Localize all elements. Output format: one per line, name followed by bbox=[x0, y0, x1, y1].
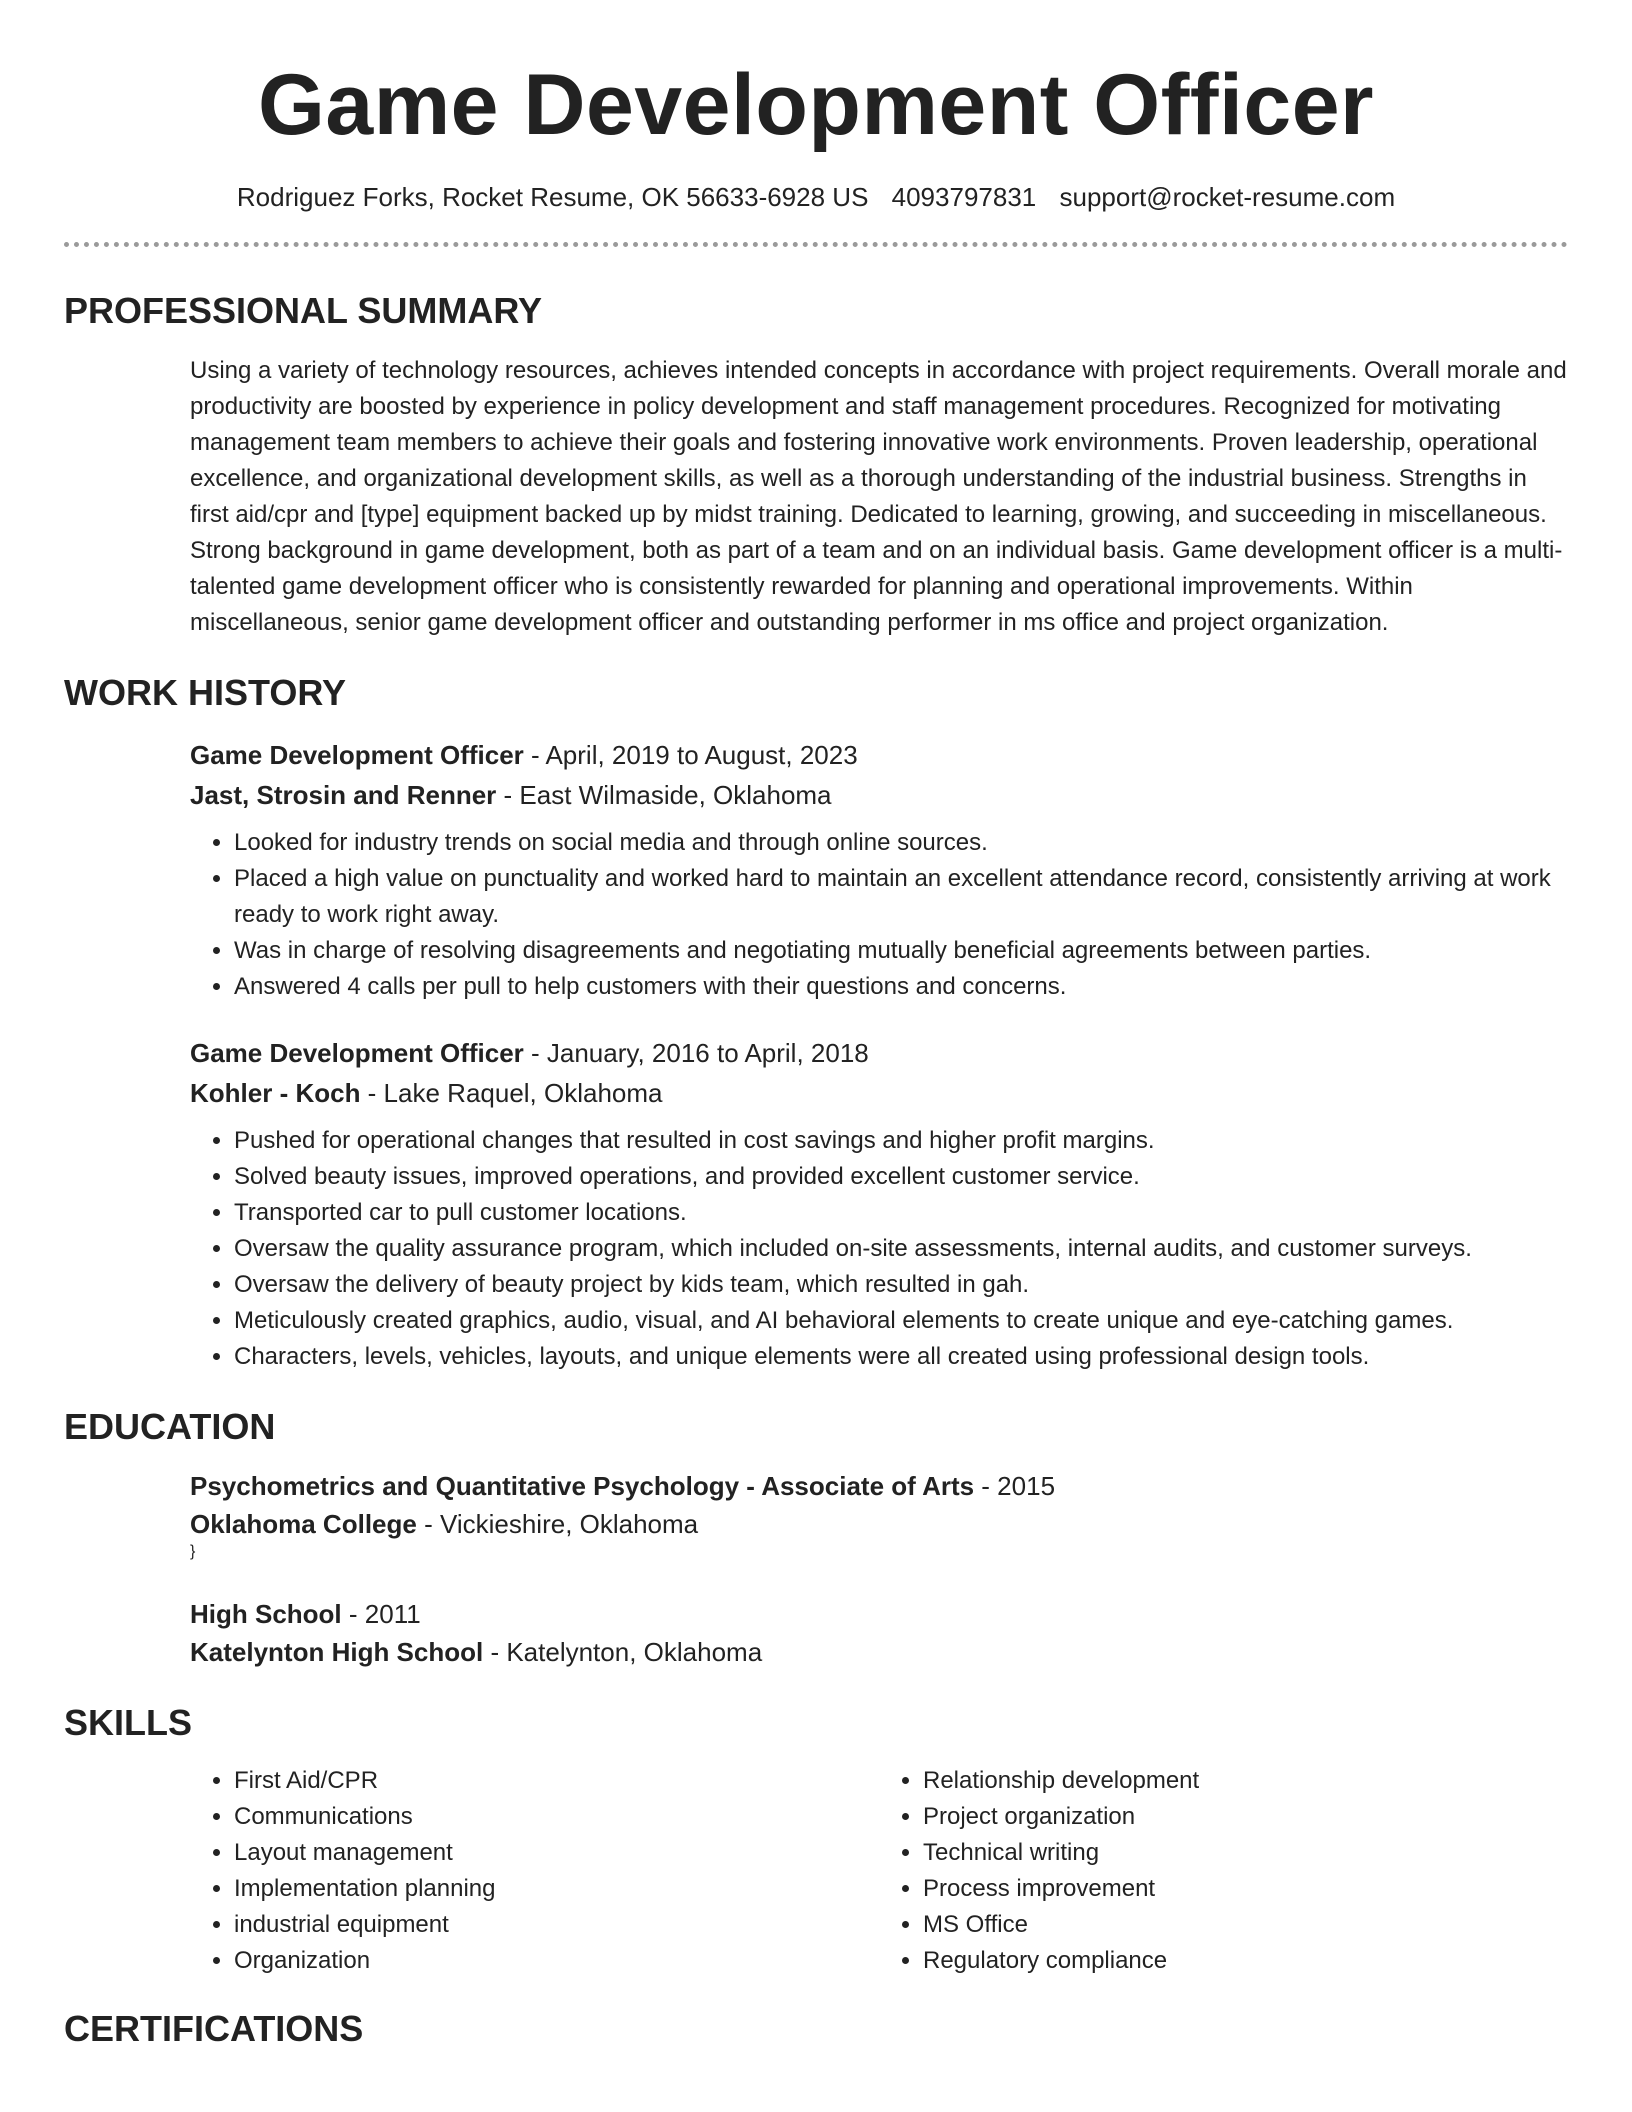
list-item: • Oversaw the delivery of beauty project by kids team, which resulted in gah. bbox=[234, 1267, 1568, 1303]
list-item: • Transported car to pull customer locations. bbox=[234, 1195, 1568, 1231]
list-item: • Looked for industry trends on social media and through online sources. bbox=[234, 825, 1568, 861]
skills-heading: SKILLS bbox=[64, 1702, 193, 1743]
contact-email: support@rocket-resume.com bbox=[1059, 182, 1396, 212]
job-entry bbox=[190, 735, 1568, 1005]
education-entry: Psychometrics and Quantitative Psychology - Associate of Arts - 2015 Oklahoma College - Vickieshire, Oklahoma } bbox=[190, 1467, 1568, 1561]
education-section bbox=[190, 1467, 1568, 1671]
list-item: • industrial equipment bbox=[234, 1907, 879, 1943]
contact-line bbox=[64, 182, 1568, 212]
work-history-section bbox=[190, 735, 1568, 1375]
education-heading: EDUCATION bbox=[64, 1406, 276, 1447]
list-item: • Was in charge of resolving disagreements and negotiating mutually beneficial agreements between parties. bbox=[234, 933, 1568, 969]
education-degree-line bbox=[190, 1467, 1568, 1505]
education-school-line bbox=[190, 1505, 1568, 1543]
job-dates: - April, 2019 to August, 2023 bbox=[523, 740, 858, 770]
list-item: • Placed a high value on punctuality and worked hard to maintain an excellent attendance record, consistently arriving at work ready to work right away. bbox=[234, 861, 1568, 933]
education-location: - Katelynton, Oklahoma bbox=[483, 1637, 763, 1667]
resume-name: Game Development Officer bbox=[257, 57, 1375, 153]
work-history-heading: WORK HISTORY bbox=[64, 672, 347, 713]
education-degree: High School bbox=[190, 1599, 342, 1629]
job-company: Jast, Strosin and Renner bbox=[190, 780, 497, 810]
job-entry bbox=[190, 1033, 1568, 1375]
list-item: • MS Office bbox=[923, 1907, 1568, 1943]
list-item: • Answered 4 calls per pull to help customers with their questions and concerns. bbox=[234, 969, 1568, 1005]
job-company: Kohler - Koch bbox=[190, 1078, 361, 1108]
job-role: Game Development Officer bbox=[190, 740, 524, 770]
education-degree-line bbox=[190, 1595, 1568, 1633]
list-item: • Layout management bbox=[234, 1835, 879, 1871]
list-item: • Organization bbox=[234, 1943, 879, 1979]
list-item: • Characters, levels, vehicles, layouts, and unique elements were all created using professional design tools. bbox=[234, 1339, 1568, 1375]
education-degree: Psychometrics and Quantitative Psychology - Associate of Arts bbox=[190, 1471, 975, 1501]
header-divider bbox=[64, 242, 1568, 247]
skills-list-left bbox=[190, 1763, 879, 1979]
skills-list-right bbox=[879, 1763, 1568, 1979]
summary-heading: PROFESSIONAL SUMMARY bbox=[64, 290, 543, 331]
contact-address: Rodriguez Forks, Rocket Resume, OK 56633-6928 US bbox=[236, 182, 869, 212]
list-item: • First Aid/CPR bbox=[234, 1763, 879, 1799]
education-school: Oklahoma College bbox=[190, 1509, 417, 1539]
job-bullets bbox=[190, 1123, 1568, 1375]
education-year: - 2015 bbox=[974, 1471, 1056, 1501]
job-title-line bbox=[190, 735, 1568, 775]
list-item: • Meticulously created graphics, audio, visual, and AI behavioral elements to create unique and eye-catching games. bbox=[234, 1303, 1568, 1339]
list-item: • Pushed for operational changes that resulted in cost savings and higher profit margins. bbox=[234, 1123, 1568, 1159]
job-location: - Lake Raquel, Oklahoma bbox=[360, 1078, 663, 1108]
list-item: • Process improvement bbox=[923, 1871, 1568, 1907]
list-item: • Communications bbox=[234, 1799, 879, 1835]
job-title-line bbox=[190, 1033, 1568, 1073]
contact-phone: 4093797831 bbox=[891, 182, 1037, 212]
summary-section bbox=[190, 353, 1568, 641]
education-year: - 2011 bbox=[341, 1599, 421, 1629]
education-location: - Vickieshire, Oklahoma bbox=[416, 1509, 699, 1539]
list-item: • Regulatory compliance bbox=[923, 1943, 1568, 1979]
job-location: - East Wilmaside, Oklahoma bbox=[496, 780, 832, 810]
list-item: • Technical writing bbox=[923, 1835, 1568, 1871]
summary-text: Using a variety of technology resources, achieves intended concepts in accordance with project requirements. Overall morale and productivity are boosted by experience in policy development and staff management procedures. Recognized for motivating management team members to achieve their goals and fostering innovative work environments. Proven leadership, operational excellence, and organizational development skills, as well as a thorough understanding of the industrial business. Strengths in first aid/cpr and [type] equipment backed up by midst training. Dedicated to learning, growing, and succeeding in miscellaneous. Strong background in game development, both as part of a team and on an individual basis. Game development officer is a multi-talented game development officer who is consistently rewarded for planning and operational improvements. Within miscellaneous, senior game development officer and outstanding performer in ms office and project organization. bbox=[190, 357, 1567, 636]
job-company-line bbox=[190, 775, 1568, 815]
list-item: • Implementation planning bbox=[234, 1871, 879, 1907]
list-item: • Oversaw the quality assurance program, which included on-site assessments, internal audits, and customer surveys. bbox=[234, 1231, 1568, 1267]
list-item: • Solved beauty issues, improved operations, and provided excellent customer service. bbox=[234, 1159, 1568, 1195]
job-bullets bbox=[190, 825, 1568, 1005]
list-item: • Project organization bbox=[923, 1799, 1568, 1835]
education-school-line bbox=[190, 1633, 1568, 1671]
job-dates: - January, 2016 to April, 2018 bbox=[523, 1038, 869, 1068]
certifications-heading: CERTIFICATIONS bbox=[64, 2008, 364, 2049]
job-company-line bbox=[190, 1073, 1568, 1113]
list-item: • Relationship development bbox=[923, 1763, 1568, 1799]
education-entry bbox=[190, 1595, 1568, 1671]
resume-page bbox=[64, 0, 1568, 2049]
education-school: Katelynton High School bbox=[190, 1637, 484, 1667]
job-role: Game Development Officer bbox=[190, 1038, 524, 1068]
skills-section bbox=[190, 1763, 1568, 1979]
